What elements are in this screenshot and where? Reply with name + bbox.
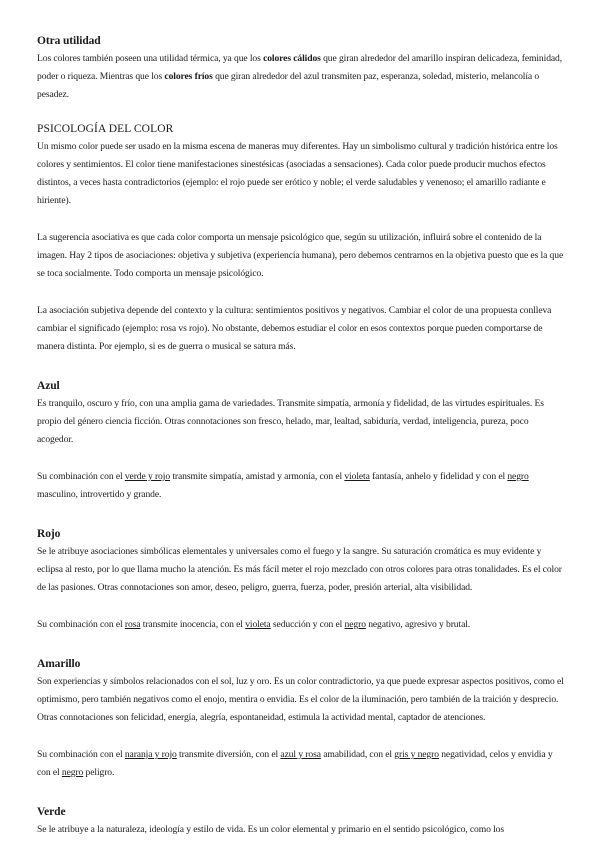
text-run: transmite simpatía, amistad y armonía, con el — [170, 471, 345, 482]
paragraph-amarillo-combinacion — [37, 746, 565, 782]
underlined-term: rosa — [124, 619, 141, 630]
underlined-term: negro — [344, 619, 366, 630]
underlined-term: violeta — [245, 619, 271, 630]
underlined-term: gris y negro — [394, 749, 439, 760]
text-run: amabilidad, con el — [320, 749, 395, 760]
section-title-verde: Verde — [37, 806, 66, 818]
text-run: que giran alrededor del azul transmiten paz, esperanza, soledad, misterio, melancolía o pesadez. — [37, 71, 540, 100]
text-run: Su combinación con el — [37, 749, 125, 760]
paragraph-psicologia-3: La asociación subjetiva depende del contexto y la cultura: sentimientos positivos y negativos. Cambiar el color de una propuesta conlleva cambiar el significado (ejemplo: rosa vs rojo). No obstante, debemos estudiar el color en esos contextos porque pueden comportarse de manera distinta. Por ejemplo, si es de guerra o musical se satura más. — [37, 305, 552, 352]
underlined-term: violeta — [344, 471, 370, 482]
section-title-amarillo: Amarillo — [37, 658, 81, 670]
text-run: seducción y con el — [270, 619, 345, 630]
bold-colores-frios: colores fríos — [164, 71, 213, 82]
underlined-term: verde y rojo — [124, 471, 171, 482]
paragraph-amarillo: Son experiencias y símbolos relacionados con el sol, luz y oro. Es un color contradictorio, ya que puede expresar aspectos positivos, como el optimismo, pero también negativos como el enojo, mentira o envidia. Es el color de la iluminación, pero también de la traición y desprecio. Otras connotaciones son felicidad, energía, alegría, espontaneidad, estimula la actividad mental, captador de atenciones. — [37, 676, 564, 723]
bold-colores-calidos: colores cálidos — [263, 53, 321, 64]
paragraph-otra-utilidad — [37, 50, 565, 104]
text-run: transmite diversión, con el — [176, 749, 281, 760]
paragraph-azul: Es tranquilo, oscuro y frío, con una amplia gama de variedades. Transmite simpatía, armonía y fidelidad, de las virtudes espirituales. Es propio del género ciencia ficción. Otras connotaciones son fresco, helado, mar, lealtad, sabiduría, verdad, inteligencia, pureza, poco acogedor. — [37, 398, 544, 445]
paragraph-rojo: Se le atribuye asociaciones simbólicas elementales y universales como el fuego y la sangre. Su saturación cromática es muy evidente y eclipsa al resto, por lo que llama mucho la atención. Es más fácil meter el rojo mezclado con otros colores para otras tonalidades. Es el color de las pasiones. Otras connotaciones son amor, deseo, peligro, guerra, fuerza, poder, presión arterial, alta visibilidad. — [37, 546, 562, 593]
text-run: que giran alrededor del amarillo inspiran delicadeza, feminidad, poder o riqueza. Mientras que los — [37, 53, 563, 82]
text-run: peligro. — [83, 767, 115, 778]
text-run: Los colores también poseen una utilidad térmica, ya que los — [37, 53, 264, 64]
text-run: negatividad, celos y envidia y con el — [37, 749, 553, 778]
document-page — [37, 32, 565, 839]
text-run: masculino, introvertido y grande. — [37, 489, 162, 500]
paragraph-rojo-combinacion — [37, 616, 565, 634]
text-run: Su combinación con el — [37, 619, 125, 630]
text-run: fantasía, anhelo y fidelidad y con el — [369, 471, 508, 482]
underlined-term: negro — [507, 471, 529, 482]
underlined-term: naranja y rojo — [124, 749, 177, 760]
text-run: transmite inocencia, con el — [140, 619, 246, 630]
section-title-psicologia: PSICOLOGÍA DEL COLOR — [37, 123, 174, 135]
underlined-term: negro — [61, 767, 84, 778]
paragraph-verde: Se le atribuye a la naturaleza, ideología y estilo de vida. Es un color elemental y primario en el sentido psicológico, como los — [37, 824, 505, 835]
text-run: negativo, agresivo y brutal. — [365, 619, 471, 630]
section-title-otra-utilidad: Otra utilidad — [37, 35, 101, 47]
section-title-azul: Azul — [37, 380, 60, 392]
paragraph-psicologia-2: La sugerencia asociativa es que cada color comporta un mensaje psicológico que, según su utilización, influirá sobre el contenido de la imagen. Hay 2 tipos de asociaciones: objetiva y subjetiva (experiencia humana), pero debemos centrarnos en la objetiva puesto que es la que se toca socialmente. Todo comporta un mensaje psicológico. — [37, 232, 564, 279]
underlined-term: azul y rosa — [280, 749, 321, 760]
text-run: Su combinación con el — [37, 471, 125, 482]
paragraph-psicologia-1: Un mismo color puede ser usado en la misma escena de maneras muy diferentes. Hay un simbolismo cultural y tradición histórica entre los colores y sentimientos. El color tiene manifestaciones sinestésicas (asociadas a sensaciones). Cada color puede producir muchos efectos distintos, a veces hasta contradictorios (ejemplo: el rojo puede ser erótico y noble; el verde saludables y venenoso; el amarillo radiante e hiriente). — [37, 141, 558, 206]
paragraph-azul-combinacion — [37, 468, 565, 504]
section-title-rojo: Rojo — [37, 528, 61, 540]
